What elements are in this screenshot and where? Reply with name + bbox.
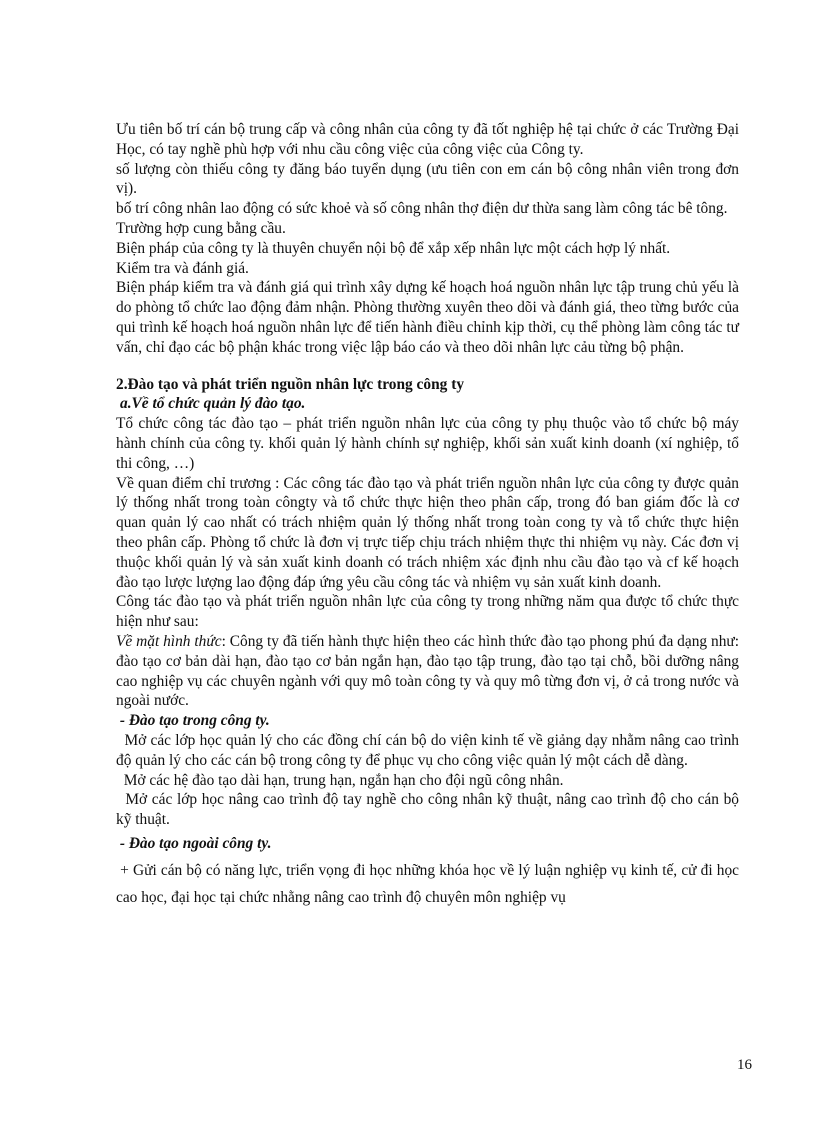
paragraph: Biện pháp của công ty là thuyên chuyển nội bộ để xắp xếp nhân lực một cách hợp lý nhất. [116,239,671,257]
document-body [116,120,743,911]
italic-lead: Về mặt hình thức [116,632,222,650]
paragraph-text: : Công ty đã tiến hành thực hiện theo các hình thức đào tạo phong phú đa dạng như: đào tạo cơ bản dài hạn, đào tạo cơ bản ngắn hạn, đào tạo tập trung, đào tạo tại chỗ, bồi dưỡng nâng cao nghiệp vụ các chuyên ngành với quy mô toàn công ty và quy mô từng đơn vị, ở cả trong nước và ngoài nước. [116,632,740,710]
paragraph: Mở các lớp học nâng cao trình độ tay nghề cho công nhân kỹ thuật, nâng cao trình độ cho cán bộ kỹ thuật. [116,791,743,829]
paragraph: Ưu tiên bố trí cán bộ trung cấp và công nhân của công ty đã tốt nghiệp hệ tại chức ở các Trường Đại Học, có tay nghề phù hợp với nhu cầu công việc của công việc của Công ty. [116,121,739,158]
paragraph: Biện pháp kiểm tra và đánh giá qui trình xây dựng kế hoạch hoá nguồn nhân lực tập trung chủ yếu là do phòng tổ chức lao động đảm nhận. Phòng thường xuyên theo dõi và đánh giá, theo từng bước của qui trình kế hoạch hoá nguồn nhân lực để tiến hành điều chỉnh kịp thời, cụ thể phòng làm công tác tư vấn, chỉ đạo các bộ phận khác trong việc lập báo cáo và theo dõi nhân lực cảu từng bộ phận. [116,279,739,356]
paragraph: số lượng còn thiếu công ty đăng báo tuyển dụng (ưu tiên con em cán bộ công nhân viên trong đơn vị). [116,160,739,198]
paragraph: Về quan điểm chỉ trương : Các công tác đào tạo và phát triển nguồn nhân lực của công ty được quản lý thống nhất trong toàn côngty và tổ chức thực hiện theo phân cấp, trong đó ban giám đốc là cơ quan quản lý cao nhất có trách nhiệm quản lý thống nhất trong toàn cong ty và tổ chức thực hiện theo phân cấp. Phòng tổ chức là đơn vị trực tiếp chịu trách nhiệm thực thi nhiệm vụ này. Các đơn vị thuộc khối quản lý và sản xuất kinh doanh có trách nhiệm xác định nhu cầu đào tạo và cf kế hoạch đào tạo lược lượng lao động đáp ứng yêu cầu công tác và nhiệm vụ sản xuất kinh doanh. [116,474,739,591]
paragraph: + Gửi cán bộ có năng lực, triển vọng đi học những khóa học về lý luận nghiệp vụ kinh tế, cử đi học cao học, đại học tại chức nhằng nâng cao trình độ chuyên môn nghiệp vụ [116,861,743,906]
paragraph [116,632,739,711]
paragraph: Trường hợp cung bằng cầu. [116,219,286,237]
sub-heading: - Đào tạo ngoài công ty. [116,834,272,852]
section-spacer [116,358,739,375]
paragraph: Tổ chức công tác đào tạo – phát triển nguồn nhân lực của công ty phụ thuộc vào tổ chức bộ máy hành chính của công ty. khối quản lý hành chính sự nghiệp, khối sản xuất kinh doanh (xí nghiệp, tổ thi công, …) [116,415,739,472]
sub-heading: - Đào tạo trong công ty. [116,712,270,730]
paragraph: Mở các lớp học quản lý cho các đồng chí cán bộ do viện kinh tế về giảng dạy nhằm nâng cao trình độ quản lý cho các cán bộ trong công ty để phục vụ cho công việc quản lý một cách dễ dàng. [116,731,743,769]
page-number: 16 [737,1057,752,1073]
subsection-heading: a.Về tổ chức quản lý đào tạo. [120,395,306,413]
paragraph: Mở các hệ đào tạo dài hạn, trung hạn, ngắn hạn cho đội ngũ công nhân. [116,771,564,789]
section-heading: 2.Đào tạo và phát triển nguồn nhân lực trong công ty [116,375,465,393]
paragraph: Công tác đào tạo và phát triển nguồn nhân lực của công ty trong những năm qua được tổ chức thực hiện như sau: [116,593,739,631]
paragraph: Kiểm tra và đánh giá. [116,259,249,277]
paragraph: bố trí công nhân lao động có sức khoẻ và số công nhân thợ điện dư thừa sang làm công tác bê tông. [116,200,728,218]
